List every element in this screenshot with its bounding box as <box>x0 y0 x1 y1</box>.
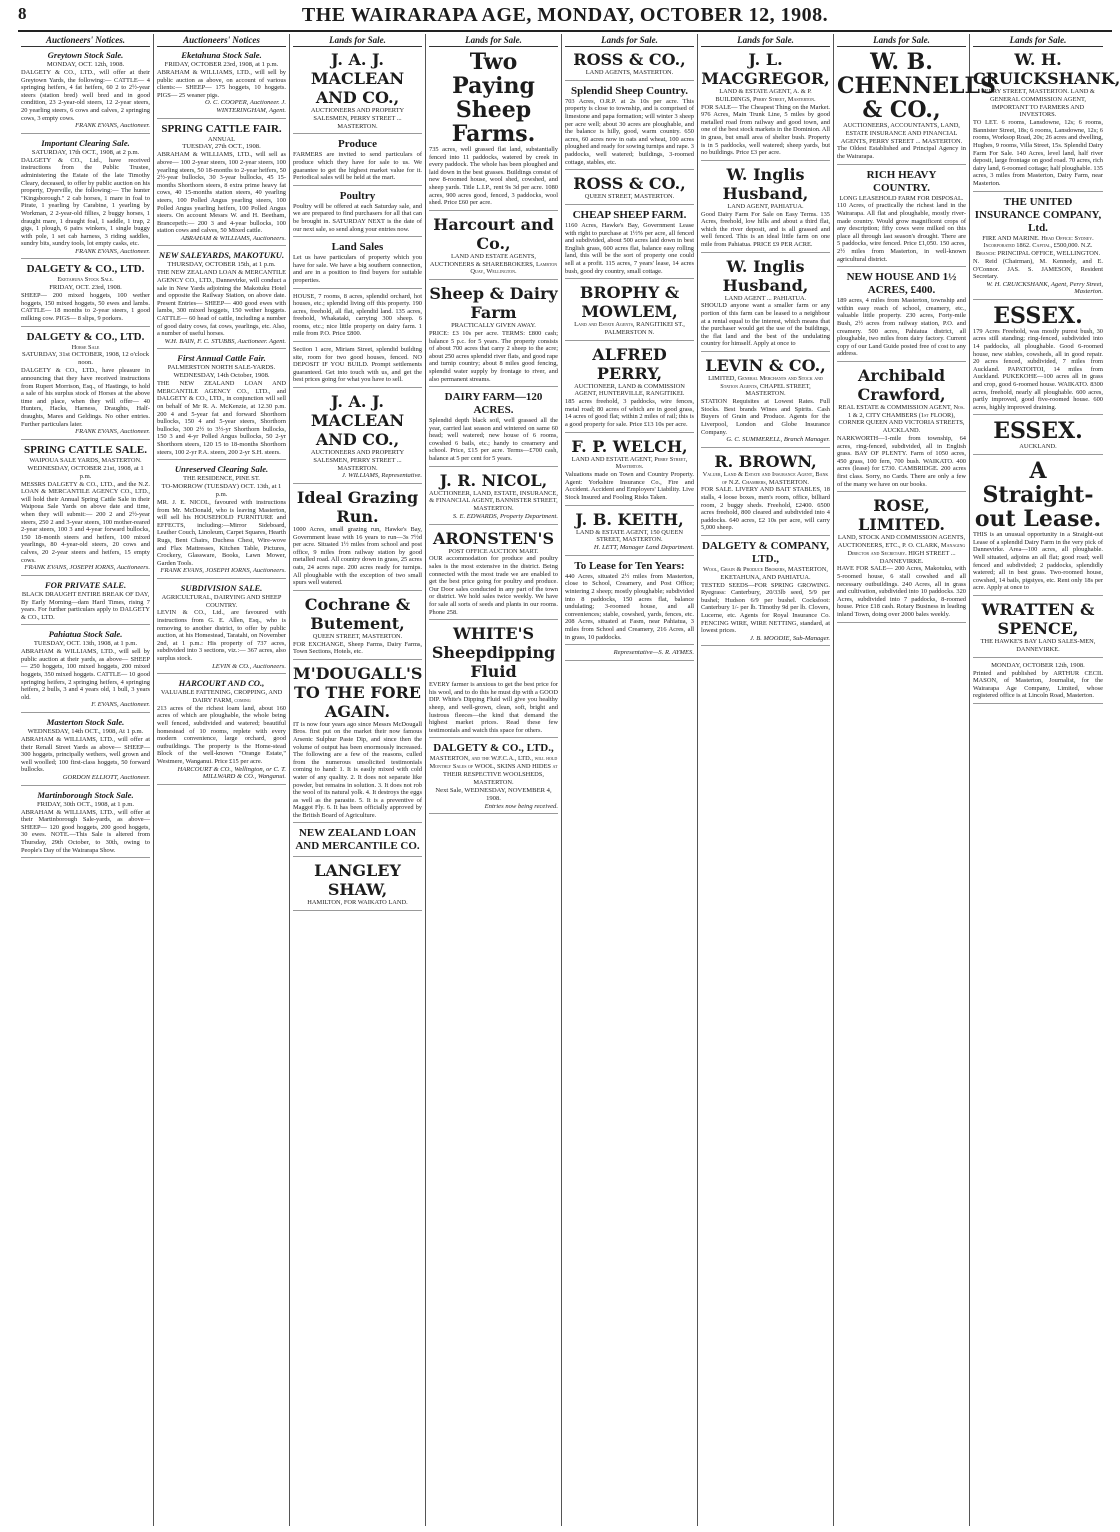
ad-title: Sheep & Dairy Farm <box>429 284 558 323</box>
ad-body: 703 Acres, O.R.P. at 2s 10s per acre. This property is close to township, and is comprised of limestone and papa formation; will winter 3 sheep per acre well; about 30 acres are ploughable, and the balance is hilly, good, warm country. 650 acres, 60 acres now in oats and wheat, 100 acres ploughed and ready for sowing turnips and rape. 3 paddocks, well watered; buildings, 3-roomed cottage, stables, etc. <box>565 97 694 166</box>
ad-subtitle: Valuer, Land & Estate and Insurance Agent, Bank of N.Z. Chambers, MASTERTON. <box>702 470 829 486</box>
ad-body: THIS is an unusual opportunity in a Straight-out Lease of a splendid Dairy Farm in the very pick of Dannevirke. Area—100 acres, all ploughable. Well situated, adjoins an all flat; good road; well fenced and subdivided; 2 paddocks, splendidly watered; all in best grass. Two-roomed house, cowshed, 14 bails, pigstyes, etc. Rent only 18s per acre. Apply at once to <box>973 531 1103 592</box>
ad-title: HARCOURT AND CO., <box>178 678 265 689</box>
advertisement-block <box>565 437 694 506</box>
ad-body: HAVE FOR SALE— 200 Acres, Makotuku, with 5-roomed house, 6 stall cowshed and all necessary outbuildings. 240 Acres, all in grass and cultivation, subdivided into 10 paddocks. 320 Acres, subdivided into 7 paddocks, 8-roomed house. Price £18 cash. Rotary Business in leading inland Town, doing over 2000 bales weekly. <box>837 565 966 618</box>
classified-columns <box>18 34 1120 1526</box>
ad-subtitle: LAND AND ESTATE AGENTS, AUCTIONEERS & SHAREBROKERS, Lambton Quay, Wellington. <box>429 252 558 276</box>
ad-title: Two Paying Sheep Farms. <box>451 49 536 147</box>
ad-subtitle: PERRY STREET, MASTERTON. LAND & GENERAL COMMISSION AGENT, IMPORTANT TO FARMERS AND INVESTORS. <box>981 88 1095 119</box>
advertisement-block <box>837 169 966 268</box>
ad-title: R. BROWN, <box>714 451 817 471</box>
ad-body: MESSRS DALGETY & CO., LTD., and the N.Z. LOAN & MERCANTILE AGENCY CO., LTD., will hold their Annual Spring Cattle Sale in their Waipoua Sale Yards on above date and time, when they will submit:— 200 2 and 2½-year steers, 250 2 and 3-year steers, 100 mother-reared 2-year steers, 100 3 and 4-year forward bullocks, 150 18-month steers and heifers, 100 mixed yearlings, 80 4-year-old steers, 20 cows and calves, 20 2-year steers and heifers, 15 empty cows. <box>21 480 150 564</box>
ad-date: FRIDAY, OCTOBER 23rd, 1908, at 1 p.m. <box>164 61 279 68</box>
ad-body: HOUSE, 7 rooms, 8 acres, splendid orchard, hot houses, etc.; splendid living off this property. 190 acres, freehold, all flat, splendid land. 135 acres, freehold, Whakataki, carrying 300 sheep. 6 rooms, etc.; nice little property on dairy farm. 1 mile from P.O. Price £800. <box>293 292 422 338</box>
column-7 <box>834 34 996 1526</box>
ad-body: 185 acres freehold, 3 paddocks, wire fences, metal road; 80 acres of which are in good grass, 14 acres of good flat; within 2 miles of rail; this is a good property for sale. Price £13 10s per acre. <box>565 398 694 429</box>
ad-subtitle: VALUABLE FATTENING, CROPPING, AND DAIRY FARM, coming <box>160 689 283 705</box>
ad-title: W. Inglis Husband, <box>722 256 809 295</box>
ad-date: TO-MORROW (TUESDAY) OCT. 13th, at 1 p.m. <box>161 482 282 498</box>
advertisement-block <box>293 664 422 824</box>
ad-title: W. H. CRUICKSHANK, <box>973 50 1120 88</box>
ad-signature: W. H. CRUICKSHANK, Agent, Perry Street, Masterton. <box>986 280 1103 296</box>
ad-body: SHEEP— 200 mixed hoggets, 100 wether hoggets, 150 mixed hoggets, 50 ewes and lambs. CATTLE— 18 months to 2-year steers, 1 good milking cow. PIGS— 8 slips, 9 porkers. <box>21 292 150 323</box>
ad-body: DALGETY & CO., LTD., will offer at their Greytown Yards, the following:— CATTLE— 4 springing heifers, 4 fat heifers, 60 2 to 2½-year steers (station bred) well bred and in good condition, 23 2-year-old steers, 12 2-year steers, 20 yearling steers, 6 cows and calves, 2 springing cows, 3 empty cows. <box>21 69 150 122</box>
ad-body: ABRAHAM & WILLIAMS, LTD., will offer at their Martinborough Sale-yards, as above— SHEEP— 120 good hoggets, 200 good hoggets, 30 ewes. NOTE.—This Sale is altered from Thursday, 29th October, to 30th, owing to People's Day of the Wairarapa Show. <box>21 808 150 854</box>
ad-title: NEW SALEYARDS, MAKOTUKU. <box>158 250 285 261</box>
advertisement-block <box>293 190 422 237</box>
ad-date: WEDNESDAY, 14th OCT., 1908, At 1 p.m. <box>27 728 144 736</box>
ad-title: ROSE, LIMITED. <box>858 496 945 535</box>
ad-date: TUESDAY, 27th OCT., 1908. <box>182 143 261 151</box>
ad-signature: GORDON ELLIOTT, Auctioneer. <box>62 774 150 781</box>
ad-signature: H. LETT, Manager Land Department. <box>593 544 694 552</box>
ad-title: DALGETY & CO., LTD. <box>26 263 145 276</box>
advertisement-block <box>837 271 966 362</box>
ad-body: MR. J. E. NICOL, favoured with instructions from Mr. McDonald, who is leaving Masterton, will sell his HOUSEHOLD FURNITURE and EFFECTS, including:—Mirror Sideboard, Leather Couch, Linoleum, Carpet Squares, Hearth Rugs, Bent Chairs, Duchess Chest, Wire-wove and Flax Mattresses, Kitchen Table, Pictures, Crockery, Glassware, Books, Lawn Mower, Garden Tools. <box>157 498 286 567</box>
ad-body: ABRAHAM & WILLIAMS, LTD., will offer at their Renall Street Yards as above— SHEEP— 300 hoggets, principally wethers, well grown and well woolled; 100 first-class hoggets, 50 forward bullocks. <box>21 736 150 774</box>
ad-title: ESSEX. <box>993 418 1083 445</box>
ad-title: Martinborough Stock Sale. <box>37 789 134 800</box>
ad-date: FRIDAY, OCT. 23rd, 1908. <box>49 284 122 292</box>
ad-signature: HARCOURT & CO., Wellington, or C. T. MILLWARD & CO., Wanganui. <box>177 765 286 781</box>
column-heading: Lands for Sale. <box>293 34 422 47</box>
ad-subtitle: LIMITED, General Merchants and Stock and Station Agents, CHAPEL STREET, MASTERTON. <box>708 374 823 398</box>
ad-title: J. A. J. MACLEAN AND CO., <box>310 392 405 450</box>
advertisement-block <box>157 583 286 674</box>
ad-signature: J. B. MOODIE, Sub-Manager. <box>749 634 830 642</box>
ad-body: DALGETY & CO., Ltd., have received instructions from the Public Trustee, administering the Estate of the late Timothy Cleary, deceased, to offer by public auction on his property, Dyerville, the following:— The hunter "Kingsborough." 2 cab horses, 1 mare in foal to Pirate, 1 yearling by Carabine, 1 yearling by Workman, 2 2-year-old fillies, 2 buggy horses, 1 draught mare, 1 draught foal, 1 saddle, 1 trap, 2 gigs, 1 plough, 6 pairs winkers, 1 single buggy with pole, 1 set cab harness, 3 riding saddles, sundry bits, sundry tools, lot empty casks, etc. <box>21 156 150 248</box>
ad-body: 110 Acres, of practically the richest land in the Wairarapa. All flat and ploughable, mostly river-made country. Would grow magnificent crops of any description; fifty cows were milked on this place all through last season's drought. There are 5 paddocks, wire fenced. Price £1,050. 150 acres, 2½ miles from Masterton, in well-known agricultural district. <box>837 202 966 263</box>
ad-title: SUBDIVISION SALE. <box>180 582 263 593</box>
advertisement-block <box>701 50 830 161</box>
ad-body: NARKWORTH—1-mile from township, 64 acres, ring-fenced, subdivided, all in English grass. BAY OF PLENTY. Farm of 1050 acres, 450 grass, 100 fern, 700 bush. WAIKATO. 400 acres (lease) for £730. CAMBRIDGE. 200 acres first class. Sorry, no Cards. There are only a few of the many we have on our books. <box>837 435 966 488</box>
column-4 <box>426 34 562 1526</box>
ad-date: THURSDAY, OCTOBER 15th, at 1 p.m. <box>167 261 276 269</box>
ad-title: Greytown Stock Sale. <box>47 50 124 60</box>
ad-title: LANGLEY SHAW, <box>314 861 401 900</box>
advertisement-block <box>565 50 694 81</box>
advertisement-block <box>293 50 422 134</box>
ad-subtitle: PRACTICALLY GIVEN AWAY. <box>451 322 536 330</box>
ad-date: WEDNESDAY, OCTOBER 21st, 1908, at 1 p.m. <box>27 464 144 480</box>
ad-body: Splendid depth black soil, well grassed all the year, carried last season and wintered on same 60 head; well watered; new house of 6 rooms, cowshed 6 bails, etc.; handy to creamery and school. Price, £15 per acre. Terms—£700 cash, balance at 5 per cent for 5 years. <box>429 417 558 463</box>
ad-body: PRICE: £3 10s per acre. TERMS: £800 cash; balance 5 p.c. for 5 years. The property consists of about 700 acres that carry 2 sheep to the acre; about 250 acres splendid river flats, and good rape and turnip country; about 8 miles good fencing, splendid water supply by frontage to river, and also permanent streams. <box>429 329 559 383</box>
ad-title: ESSEX. <box>993 302 1083 329</box>
ad-body: 179 Acres Freehold, was mostly purest bush, 30 acres still standing; ring-fenced, subdivided into 14 paddocks, all ploughable. Good 6-roomed house, new stables, cowsheds, all in good repair. 20 acres fenced, subdivided, 7 miles from Auckland. PAPATOITOI, 14 miles from Auckland. PUKEKOHE—100 acres all in grass and crop, good 6-roomed house. WAIKATO. 8300 acres, freehold, nearly all ploughable. 600 acres, partly improved, good five-roomed house. 600 acres, highly improved draining. <box>973 327 1103 411</box>
ad-body: Section 1 acre, Miriam Street, splendid building site, room for two good houses, fenced. NO DEPOSIT IF YOU BUILD. Prompt settlements guaranteed. Get into touch with us, and get the best prices going for what you have to sell. <box>293 346 422 384</box>
ad-subtitle: QUEEN STREET, MASTERTON. <box>584 193 675 201</box>
ad-title: FOR PRIVATE SALE. <box>44 579 127 590</box>
advertisement-block <box>293 293 422 343</box>
ad-title: THE UNITED INSURANCE COMPANY, Ltd. <box>974 195 1102 234</box>
ad-title: ROSS & CO., <box>573 174 686 194</box>
advertisement-block <box>429 391 558 467</box>
ad-body: N. Reid (Chairman), M. Kennedy, and E. O'Connor. JAS. S. JAMESON, Resident Secretary. <box>973 257 1103 281</box>
ad-signature: FRANK EVANS, JOSEPH IORNS, Auctioneers. <box>160 567 286 575</box>
ad-body: 1160 Acres, Hawke's Bay, Government Lease with right to purchase at 1½% per acre, all fenced and subdivided, about 500 acres laid down in best English grass, 600 acres flat, balance easy rolling land, this will be the sort of property one could sell at a profit. 115 acres, 7 years' lease, 14 acres bush, good dry country, small cottage. <box>565 221 694 275</box>
ad-title: DALGETY & CO., LTD. <box>26 330 145 343</box>
column-2 <box>154 34 290 1526</box>
ad-date: FRIDAY, 30th OCT., 1908, at 1 p.m. <box>37 800 134 808</box>
ad-signature: J. WILLIAMS, Representative. <box>341 472 422 480</box>
advertisement-block <box>429 50 558 211</box>
ad-title: Splendid Sheep Country. <box>570 84 689 97</box>
column-heading: Lands for Sale. <box>701 34 830 47</box>
advertisement-block <box>701 165 830 253</box>
ad-title: Ideal Grazing Run. <box>296 488 419 527</box>
ad-subtitle: QUEEN STREET, MASTERTON. <box>312 632 403 640</box>
advertisement-block <box>973 50 1120 192</box>
advertisement-block <box>973 662 1103 704</box>
ad-title: W. Inglis Husband, <box>722 164 809 203</box>
advertisement-block <box>973 304 1103 416</box>
ad-title: LEVIN & CO., <box>705 355 826 375</box>
ad-signature: S. E. EDWARDS, Property Department. <box>452 513 558 521</box>
ad-body: Printed and published by ARTHUR CECIL MASON, of Masterton, Journalist, for the Wairarapa Age Company, Limited, whose registered office is at Lincoln Road, Masterton. <box>973 669 1103 700</box>
advertisement-block <box>293 827 422 857</box>
ad-body: Let us have particulars of property which you have for sale. We have a big southern connection, and are in a position to find buyers for suitable properties. <box>293 254 422 284</box>
ad-body: DALGETY & CO., LTD., have pleasure in announcing that they have received instructions from Rupert Morrison, Esq., of Hastings, to hold a sale of his surplus stock of Horses at the above time and place, when they will offer— 40 Hunters, Hacks, Harness, Draughts, Half-draughts, Mares and Geldings. No other entries. Further particulars later. <box>21 367 150 428</box>
ad-signature: F. EVANS, Auctioneer. <box>91 701 150 709</box>
ad-subtitle: LAND AND ESTATE AGENT, Perry Street, Masterton. <box>571 455 688 471</box>
ad-body: ABRAHAM & WILLIAMS, LTD., will sell by public auction at their yards, as above— SHEEP— 250 hoggets, 100 mixed hoggets, 200 mixed hoggets, 350 mixed hoggets. CATTLE— 10 good springing heifers, 2 springing heifers, 4 springing heifers, 2 bulls, 3 and 4 years old, 1 bull, 3 years old. <box>21 648 150 701</box>
advertisement-block <box>837 496 966 622</box>
advertisement-block <box>21 138 150 260</box>
column-heading: Lands for Sale. <box>973 34 1103 47</box>
ad-title: DALGETY & CO., LTD., <box>433 742 554 755</box>
ad-signature: FRANK EVANS, JOSEPH IORNS, Auctioneers. <box>24 564 150 572</box>
ad-signature: ABRAHAM & WILLIAMS, Auctioneers. <box>180 234 286 242</box>
ad-title: NEW HOUSE AND 1½ ACRES, £400. <box>846 271 957 297</box>
ad-body: THE NEW ZEALAND LOAN AND MERCANTILE AGENCY CO., LTD., and DALGETY & CO., LTD., in conjunction will sell on behalf of Mr R. A. McKenzie, at 12.30 p.m. 200 4 and 5-year fat and forward Shorthorn bullocks, 150 4 and 5-year steers, Shorthorn bullocks, 300 2½ to 3½-yr Shorthorn bullocks, 150 3 and 4-yr Polled Angus bullocks, 50 2-yr Shorthorn steers, 120 15 to 18-months Shorthorn steers, 100 2-yr P.A. steers, 200 2-yr S.H. steers. <box>157 380 286 456</box>
ad-title: ALFRED PERRY, <box>592 344 667 383</box>
ad-signature: LEVIN & CO., Auctioneers. <box>212 662 286 670</box>
advertisement-block <box>973 419 1103 455</box>
column-3 <box>290 34 426 1526</box>
advertisement-block <box>701 452 830 536</box>
advertisement-block <box>429 471 558 525</box>
ad-signature: FRANK EVANS, Auctioneer. <box>75 247 150 255</box>
ad-subtitle: LONG LEASEHOLD FARM FOR DISPOSAL. <box>839 194 964 202</box>
ad-subtitle: REAL ESTATE & COMMISSION AGENT, Nos. 1 & 2, CITY CHAMBERS (1st FLOOR), CORNER QUEEN AND VICTORIA STREETS, AUCKLAND. <box>838 403 965 435</box>
advertisement-block <box>157 464 286 579</box>
newspaper-title: THE WAIRARAPA AGE, MONDAY, OCTOBER 12, 1908. <box>301 4 829 26</box>
advertisement-block <box>701 540 830 646</box>
ad-body: EVERY farmer is anxious to get the best price for his wool, and to do this he must dip with a GOOD DIP. White's Dipping Fluid will give you healthy sheep, and well-grown, clean, soft, bright and lustrous fleeces—the kind that demand the highest market prices. Read these few testimonials and watch this space for others. <box>429 681 558 734</box>
ad-subtitle: MASTERTON, and the W.F.C.A., LTD., will hold Monthly Sales of WOOL, SKINS AND HIDES at THEIR RESPECTIVE WOOLSHEDS, MASTERTON. <box>429 755 558 786</box>
advertisement-block <box>565 345 694 433</box>
ad-title: ROSS & CO., <box>573 50 686 69</box>
advertisement-block <box>293 595 422 660</box>
ad-date: SATURDAY, 31st OCTOBER, 1908, 12 o'clock noon. <box>21 351 150 367</box>
ad-subtitle: AUCTIONEERS, ACCOUNTANTS, LAND, ESTATE INSURANCE AND FINANCIAL AGENTS, PERRY STREET ... MASTERTON. <box>840 122 963 145</box>
ad-subtitle: LAND AGENT, PAHIATUA. <box>727 202 804 210</box>
advertisement-block <box>973 459 1103 596</box>
ad-title: Harcourt and Co., <box>433 214 554 253</box>
advertisement-block <box>701 257 830 352</box>
ad-subtitle: AUCTIONEER, LAND, ESTATE, INSURANCE, & FINANCIAL AGENT, BANNISTER STREET, MASTERTON. <box>429 489 558 513</box>
ad-title: DALGETY & COMPANY, LTD., <box>701 539 829 565</box>
advertisement-block <box>157 250 286 349</box>
ad-subtitle: HAMILTON, FOR WAIKATO LAND. <box>307 899 408 907</box>
advertisement-block <box>157 123 286 247</box>
ad-body: Good Dairy Farm For Sale on Easy Terms. 135 Acres, freehold, low hills and about a third flat, which the river deposit, and is all grassed and well fenced. This is an ideal little farm on one mile from Pahiatua. PRICE £9 PER ACRE. <box>701 210 830 248</box>
advertisement-block <box>565 283 694 341</box>
ad-subtitle: AUCTIONEERS AND PROPERTY SALESMEN, PERRY STREET ... MASTERTON. <box>310 449 405 472</box>
ad-title: Eketahuna Stock Sale. <box>181 50 262 60</box>
ad-body: 189 acres, 4 miles from Masterton, township and within easy reach of school, creamery, etc., valuable little property. 230 acres, Forty-mile Bush, 2½ acres from railway station, P.O. and creamery. 500 acres, Pahiatua district, all ploughable, two miles from dairy factory. Current copy of our Land Guide posted free of cost to any address. <box>837 297 966 358</box>
advertisement-block <box>157 50 286 119</box>
ad-title: J. R. NICOL, <box>439 470 548 490</box>
advertisement-block <box>21 717 150 786</box>
ad-date: MONDAY, OCT. 12th, 1908. <box>46 61 125 68</box>
advertisement-block <box>157 678 286 785</box>
column-heading: Auctioneers' Notices. <box>21 34 150 47</box>
ad-subtitle: AGRICULTURAL, DAIRYING AND SHEEP COUNTRY. <box>161 593 282 609</box>
ad-subtitle: AUCTIONEER, LAND & COMMISSION AGENT, HUNTERVILLE, RANGITIKEI. <box>574 382 685 398</box>
ad-title: WRATTEN & SPENCE, <box>981 599 1095 638</box>
ad-body: 440 Acres, situated 2½ miles from Masterton, close to School, Creamery, and Post Office; wintering 2 sheep; mostly ploughable; subdivided into 8 paddocks, 150 acres flat, balance undulating; 3-roomed house, and all conveniences; stable, cowshed, yards, fences, etc. 208 Acres, situated at Fasm, near Pahiatua, 3 miles from School and Creamery, 216 Acres, all in grass, 10 paddocks. <box>565 572 694 641</box>
ad-subtitle: LAND & ESTATE AGENT, 150 QUEEN STREET, MASTERTON. <box>576 528 683 544</box>
ad-title: CHEAP SHEEP FARM. <box>572 208 687 221</box>
ad-title: NEW ZEALAND LOAN AND MERCANTILE CO. <box>295 827 420 853</box>
ad-title: J. A. J. MACLEAN AND CO., <box>310 50 405 107</box>
ad-body: IT is now four years ago since Messrs McDougall Bros. first put on the market their now famous Arsenic Sulphur Paste Dip, and since then the volume of output has been enormously increased. The following are a few of the reasons, culled from the numerous unsolicited testimonials coming to hand: 1. It is easily mixed with cold water of any quality. 2. It does not separate like powder, but remains in solution. 3. It does not rob the wool of its natural yolk. 4. It destroys the eggs as well as the parasite. 5. It is a preventive of Maggot Fly. 6. It has been officially approved by the British Board of Agriculture. <box>293 720 422 819</box>
column-heading: Lands for Sale. <box>565 34 694 47</box>
advertisement-block <box>565 649 694 661</box>
ad-title: Unreserved Clearing Sale. <box>174 464 269 475</box>
ad-subtitle: Wool, Grain & Produce Brokers, MASTERTON, EKETAHUNA, AND PAHIATUA. <box>703 565 828 581</box>
ad-body: Poultry will be offered at each Saturday sale, and we are prepared to find purchasers for all that can be brought in. SATURDAY NEXT is the date of our next sale, so send along your entries now. <box>293 202 422 233</box>
ad-body: Valuations made on Town and Country Property. Agent: Yorkshire Insurance Co., Fire and Accident. Accident and Employers' Liability. Live Stock Insured and Fooling Risks Taken. <box>565 471 694 502</box>
ad-title: SPRING CATTLE SALE. <box>24 443 147 456</box>
advertisement-block <box>293 392 422 484</box>
ad-signature: G. C. SUMMERELL, Branch Manager. <box>726 436 830 444</box>
ad-body: TO LET. 6 rooms, Lansdowne, 12s; 6 rooms, Bannister Street, 18s; 6 rooms, Lansdowne, 12s; 6 rooms, Worksop Road, 20s; 26 acres and dwelling, Hughes, 9 rooms, Villa Street, 15s. Splendid Dairy Farm For Sale. 140 Acres, level land, half river deposit, large frontage on good road. 70 acres, rich dairy land, 6-roomed cottage; half ploughable. 135 acres, 3 miles from Masterton, Dairy Farm, near Masterton. <box>973 119 1104 187</box>
ad-body: FOR EXCHANGE, Sheep Farms, Dairy Farms, Town Sections, Hotels, etc. <box>293 640 422 656</box>
advertisement-block <box>21 331 150 440</box>
ad-signature: W.H. BAIN, F. C. STUBBS, Auctioneer. Agent. <box>164 337 286 345</box>
advertisement-block <box>21 580 150 626</box>
ad-body: SHOULD anyone want a smaller farm or any portion of this farm can be leased to a neighbour at a rental equal to the interest, which means that the purchaser would get the use of the buildings, the flat land and the best of the undulating country for himself. Apply at once to <box>701 302 830 348</box>
ad-body: OUR accommodation for produce and poultry sales is the most extensive in the district. Being connected with the most trade we are enabled to get the best price going for poultry and produce. Our Door sales conducted in any part of the town or district. We hold sales twice weekly. We have for sale all sorts of seeds and plants in our rooms. Phone 258. <box>429 555 558 616</box>
ad-subtitle: LAND AGENT ... PAHIATUA. <box>724 294 807 302</box>
ad-subtitle: AUCTIONEERS AND PROPERTY SALESMEN, PERRY STREET ... MASTERTON. <box>310 107 405 130</box>
ad-body: 735 acres, well grassed flat land, substantially fenced into 11 paddocks, watered by creek in every paddock. The whole has been ploughed and laid down in the best grasses. Buildings consist of new 8-roomed house, wool shed, cowshed, and sheep yards. Title L.I.P., rent 9s 3d per acre. 1080 acres, 900 acres good, fenced, 3 paddocks, wool shed. Price £60 per acre. <box>429 146 558 207</box>
advertisement-block <box>21 50 150 134</box>
ad-title: W. B. CHENNELLS & CO., <box>837 49 996 123</box>
ad-title: DAIRY FARM—120 ACRES. <box>444 391 543 417</box>
ad-title: Poultry <box>339 189 376 202</box>
advertisement-block <box>21 263 150 326</box>
ad-subtitle: THE HAWKE'S BAY LAND SALES-MEN, DANNEVIRKE. <box>980 637 1096 653</box>
ad-body: THE NEW ZEALAND LOAN & MERCANTILE AGENCY CO., LTD., Dannevirke, will conduct a sale in New Yards adjoining the Makotuku Hotel and opposite the Railway Station, on above date. Present Entries— SHEEP— 400 good ewes with lambs, 300 mixed hoggets, 150 wether hoggets. CATTLE— 60 head of cattle, including a number of good dairy cows, fat cows, yearlings, etc. Also, a number of useful horses. <box>157 269 286 338</box>
advertisement-block <box>837 49 996 165</box>
column-8 <box>970 34 1120 1526</box>
column-heading: Auctioneers' Notices <box>157 34 286 47</box>
ad-subtitle: LAND AGENTS, MASTERTON. <box>585 69 674 76</box>
ad-date: WEDNESDAY, 14th October, 1908. <box>173 372 270 380</box>
ad-body: STATION Requisites at Lowest Rates. Full Stocks. Best brands Wines and Spirits. Cash Buyers of Grain and Produce. Agents for the Liverpool, London and Globe Insurance Company. <box>701 398 830 436</box>
ad-title: Produce <box>338 138 377 151</box>
advertisement-block <box>429 742 558 814</box>
ad-title: Cochrane & Butement, <box>304 594 411 633</box>
ad-subtitle: THE RESIDENCE, PINE ST. <box>183 475 260 483</box>
ad-body: TESTED SEEDS—FOR SPRING GROWING. Ryegrass: Canterbury, 20/33lb seed, 5/9 per bushel; Hudson 6/9 per bushel. Cocksfoot: Canterbury 1/- per lb. Timothy 9d per lb. Clovers, Lucerne, etc. Agents for Royal Insurance Co. FENCING WIRE, WIRE NETTING, standard, at lowest prices. <box>701 581 830 635</box>
ad-subtitle: LAND & ESTATE AGENT, A. & P. BUILDINGS, Perry Street, Masterton. <box>715 88 816 103</box>
advertisement-block <box>21 629 150 713</box>
column-1 <box>18 34 154 1526</box>
column-6 <box>698 34 834 1526</box>
ad-subtitle: FIRE AND MARINE. Head Office: Sydney. Incorporated 1862. Capital, £500,000. N.Z. Branch: PRINCIPAL OFFICE, WELLINGTON. <box>975 234 1101 258</box>
ad-title: Archibald Crawford, <box>857 365 946 404</box>
advertisement-block <box>293 861 422 911</box>
masthead <box>18 4 1112 32</box>
ad-title: First Annual Cattle Fair. <box>177 353 266 364</box>
ad-subtitle: WAIPOUA SALE YARDS, MASTERTON. <box>29 456 142 464</box>
advertisement-block <box>837 366 966 492</box>
advertisement-block <box>21 790 150 859</box>
ad-title: Land Sales <box>331 241 384 254</box>
ad-subtitle: POST OFFICE AUCTION MART. <box>448 547 539 555</box>
ad-title: To Lease for Ten Years: <box>574 559 685 572</box>
ad-subtitle: Eketahuna Stock Sale. <box>57 276 114 284</box>
ad-signature: O. C. COOPER, Auctioneer. J. WINTERINGHAM, Agent. <box>204 99 286 114</box>
ad-title: BROPHY & MOWLEM, <box>579 283 680 322</box>
ad-body: FOR SALE. LIVERY AND BAIT STABLES, 18 stalls, 4 loose boxes, men's room, office, billiard room, 2 buggy sheds. Freehold, £2400. 6500 acres freehold, 800 cleared and subdivided into 4 paddocks. 640 acres, £2 10s per acre, will carry 5,000 sheep. <box>701 486 830 532</box>
ad-date: MONDAY, OCTOBER 12th, 1908. <box>991 661 1085 669</box>
ad-title: M'DOUGALL'S TO THE FORE AGAIN. <box>293 663 423 721</box>
column-heading: Lands for Sale. <box>837 34 966 47</box>
advertisement-block <box>565 85 694 170</box>
ad-subtitle: Horse Sale <box>71 343 100 351</box>
ad-signature: Representative—S. R. AYMES. <box>613 649 694 657</box>
ad-body: By Early Morning—dam Hard Times, rising 7 years. For further particulars apply to DALGETY & CO., LTD. <box>21 598 150 621</box>
advertisement-block <box>429 529 558 621</box>
ad-title: Important Clearing Sale. <box>41 137 130 148</box>
ad-signature: FRANK EVANS, Auctioneer. <box>75 428 150 436</box>
ad-title: WHITE'S Sheepdipping Fluid <box>431 624 556 682</box>
ad-body: 213 acres of the richest loam land, about 160 acres of which are ploughable, the whole being well fenced, subdivided and watered; beautiful homestead of 10 rooms, replete with every modern convenience, large orchard, good outbuildings. The property is the Home-stead Block of the well-known "Orange Estate," Westmere, Wanganui. Price £15 per acre. <box>157 704 286 765</box>
page-number: 8 <box>18 4 27 23</box>
advertisement-block <box>973 600 1103 658</box>
advertisement-block <box>565 510 694 556</box>
ad-title: J. L. MACGREGOR, <box>701 50 830 88</box>
advertisement-block <box>701 356 830 448</box>
advertisement-block <box>293 138 422 185</box>
ad-title: Pahiatua Stock Sale. <box>48 629 123 640</box>
advertisement-block <box>565 560 694 645</box>
ad-subtitle: BLACK DRAUGHT ENTIRE BREAK OF DAY, <box>21 590 150 598</box>
ad-subtitle: AUCKLAND. <box>1019 443 1057 451</box>
ad-title: J. B. KEITH, <box>575 509 684 529</box>
ad-body: FARMERS are invited to send particulars of produce which they have for sale to us. We guarantee to get the highest market value for it. Periodical sales will be held at the mart. <box>293 151 422 182</box>
column-5 <box>562 34 698 1526</box>
advertisement-block <box>565 174 694 205</box>
ad-signature: FRANK EVANS, Auctioneer. <box>75 122 150 130</box>
ad-body: 1000 Acres, small grazing run, Hawke's Bay, Government lease with 16 years to run—3s 7½d per acre. Situated 1½ miles from school and post office, 9 miles from railway station by good metalled road. All country down in grass, 25 acres oats, 24 acres rape. 200 acres ready for turnips. All ploughable with the exception of two small spurs well watered. <box>293 526 422 587</box>
ad-date: TUESDAY, OCT. 13th, 1908, at 1 p.m. <box>33 640 138 648</box>
ad-subtitle: PALMERSTON NORTH SALE-YARDS. <box>167 364 276 372</box>
advertisement-block <box>429 624 558 738</box>
ad-date: SATURDAY, 17th OCT., 1908, at 2 p.m. <box>31 148 140 156</box>
ad-body: FOR SALE— The Cheapest Thing on the Market. 976 Acres, Main Trunk Line, 5 miles by good metalled road from railway and good town, and one of the best stock markets in the Dominion. All in grass, but small area of shelter bush. Property is in 5 paddocks, well watered; sheep yards, but no buildings. Price £3 per acre. <box>701 103 830 157</box>
ad-body: ABRAHAM & WILLIAMS, LTD., will sell as above— 100 2-year steers, 100 2-year steers, 100 yearling steers, 50 18-months to 2-year heifers, 50 2½-year bullocks, 30 3-year bullocks, 45 15-months Shorthorn steers, 8 extra prime heavy fat cows, 40 15-months station steers, 40 yearling steers, 100 Polled Angus yearling steers, 100 Polled Angus yearling heifers, 100 Polled Angus steers. On account Messrs W. and H. Beetham, Brancepeth:— 200 3 and 4-year bullocks, 100 station cows and calves, 50 Mixed cattle. <box>157 151 286 235</box>
ad-title: Masterton Stock Sale. <box>46 717 125 728</box>
advertisement-block <box>21 444 150 576</box>
column-heading: Lands for Sale. <box>429 34 558 47</box>
ad-date: Next Sale, WEDNESDAY, NOVEMBER 4, 1908. <box>435 786 552 802</box>
advertisement-block <box>973 196 1103 300</box>
ad-subtitle: LAND, STOCK AND COMMISSION AGENTS, AUCTIONEERS, ETC., P. O. CLARK, Managing Director and Secretary. HIGH STREET ... DANNEVIRKE. <box>837 534 966 565</box>
ad-body: ABRAHAM & WILLIAMS, LTD., will sell by public auction as above, on account of various clients:— SHEEP— 175 hoggets, 10 hoggets. PIGS— 25 weaner pigs. <box>157 69 286 99</box>
advertisement-block <box>293 488 422 591</box>
ad-subtitle: Land and Estate Agents, RANGITIKEI ST., PALMERSTON N. <box>574 321 685 336</box>
ad-body: LEVIN & CO., Ltd., are favoured with instructions from G. E. Allen, Esq., who is removing to another district, to offer by public auction, at his Homestead, Taratahi, on November 2nd, at 1 p.m.: His property of 737 acres, subdivided into 3 sections, viz.:— 367 acres, also surplus stock. <box>157 609 286 663</box>
advertisement-block <box>429 284 558 387</box>
ad-body: The Oldest Established and Principal Agency in the Wairarapa. <box>837 145 966 160</box>
advertisement-block <box>157 353 286 460</box>
advertisement-block <box>293 346 422 388</box>
ad-title: RICH HEAVY COUNTRY. <box>866 168 937 194</box>
advertisement-block <box>565 209 694 279</box>
ad-title: F. P. WELCH, <box>571 436 688 456</box>
ad-title: SPRING CATTLE FAIR. <box>161 122 282 135</box>
advertisement-block <box>429 215 558 280</box>
ad-subtitle: ANNUAL <box>208 135 235 143</box>
advertisement-block <box>293 241 422 288</box>
ad-title: ARONSTEN'S <box>432 528 554 548</box>
ad-signature: Entries now being received. <box>484 802 558 810</box>
ad-title: A Straight-out Lease. <box>974 458 1102 533</box>
